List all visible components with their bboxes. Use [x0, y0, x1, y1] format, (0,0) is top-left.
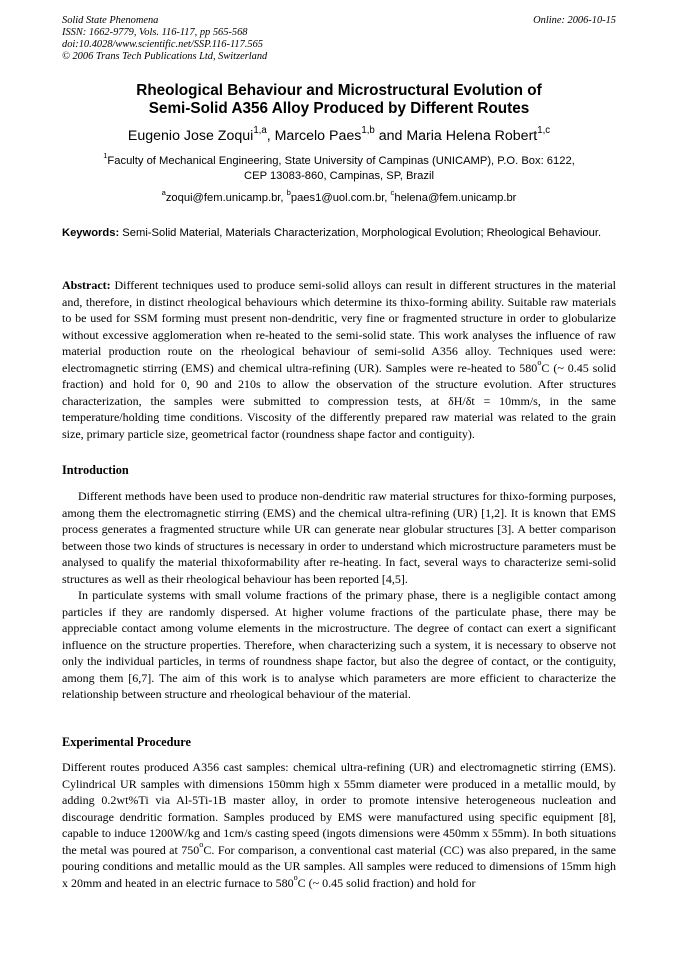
abstract-label: Abstract:: [62, 278, 111, 292]
keywords: [62, 226, 616, 241]
keywords-label: Keywords:: [62, 227, 120, 239]
abstract-text: Different techniques used to produce semi-solid alloys can result in different structures in the material and, therefore, in distinct rheological behaviours which determine its thixo-forming ability. Suitable raw materials to be used for SSM forming must present non-dendritic, very fine or fragmented structure in order to globularize without excessive agglomeration when re-heated to the semi-solid state. This work analyses the influence of raw material production route on the rheological behaviour of semi-solid A356 alloy. Techniques used were: electromagnetic stirring (EMS) and chemical ultra-refining (UR). Samples were re-heated to 580: [62, 278, 616, 375]
author-list: [62, 124, 616, 145]
title-line-1: Rheological Behaviour and Microstructural Evolution of: [136, 82, 542, 99]
experimental-text: C. For comparison, a conventional cast material (CC) was also prepared, in the same pouring conditions and metallic mould as the UR samples. All samples were reduced to dimensions of 15mm high x 20mm and heated in an electric furnace to 580: [62, 842, 616, 890]
experimental-text: Different routes produced A356 cast samples: chemical ultra-refining (UR) and electromagnetic stirring (EMS). Cylindrical UR samples with dimensions 150mm high x 55mm diameter were produced in a metallic mould, by adding 0.2wt%Ti via Al-5Ti-1B master alloy, in order to promote intensive heterogeneous nucleation and discourage dendritic formation. Samples produced by EMS were manufactured using specific equipment [8], capable to induce 1200W/kg and 1cm/s casting speed (ingots dimensions were 450mm x 55mm). In both situations the metal was poured at 750: [62, 760, 616, 857]
author-1: Eugenio Jose Zoqui: [127, 128, 254, 144]
degree-sign: o: [199, 840, 204, 850]
author-3: Maria Helena Robert: [406, 128, 538, 144]
affiliation: [62, 151, 616, 184]
author-separator: ,: [266, 128, 275, 144]
email-marker: c: [390, 188, 395, 198]
email-link: helena@fem.unicamp.br: [394, 192, 517, 204]
introduction-body: [62, 488, 616, 703]
degree-sign: o: [537, 358, 542, 368]
affiliation-line-2: CEP 13083-860, Campinas, SP, Brazil: [244, 170, 434, 182]
abstract-text: C (~ 0.45 solid fraction) and hold for 0, 90 and 210s to allow the observation of the structure evolution. After structures characterization, the samples were submitted to compression tests, at δH/δt = 10mm/s, in the same temperature/holding time conditions. Viscosity of the differently prepared raw material was related to the grain size, primary particle size, geometrical factor (roundness shape factor and contiguity).: [62, 360, 616, 441]
author-separator: and: [374, 128, 407, 144]
abstract: [62, 277, 616, 442]
affiliation-line-1: Faculty of Mechanical Engineering, State University of Campinas (UNICAMP), P.O. Box: 6122,: [107, 155, 575, 167]
online-date: Online: 2006-10-15: [533, 15, 616, 26]
keywords-text: Semi-Solid Material, Materials Characterization, Morphological Evolution; Rheological Behaviour.: [119, 227, 602, 239]
email-link: zoqui@fem.unicamp.br,: [165, 192, 287, 204]
experimental-body: [62, 759, 616, 891]
author-2: Marcelo Paes: [274, 128, 362, 144]
introduction-paragraph: Different methods have been used to produce non-dendritic raw material structures for thixo-forming purposes, among them the electromagnetic stirring (EMS) and the chemical ultra-refining (UR) [1,2]. It is known that EMS process generates a fragmented structure while UR can generate near globular structures [3]. A better comparison between those two kinds of structures is necessary in order to understand which microstructure parameters must be analysed to qualify the material thixoformability after re-heating. In fact, several ways to characterize semi-solid structures as well as their rheological behaviour has been reported [4,5].: [62, 489, 616, 586]
journal-doi: doi:10.4028/www.scientific.net/SSP.116-117.565: [62, 39, 263, 50]
journal-issn: ISSN: 1662-9779, Vols. 116-117, pp 565-568: [62, 27, 248, 38]
experimental-text: C (~ 0.45 solid fraction) and hold for: [297, 875, 476, 890]
journal-header: [62, 15, 616, 63]
section-heading-experimental: Experimental Procedure: [62, 735, 191, 749]
title-line-2: Semi-Solid A356 Alloy Produced by Different Routes: [148, 100, 530, 117]
degree-sign: o: [293, 873, 298, 883]
author-2-affil: 1,b: [361, 124, 375, 136]
author-3-affil: 1,c: [537, 124, 551, 136]
introduction-paragraph: In particulate systems with small volume fractions of the primary phase, there is a negligible contact among particles if they are randomly dispersed. At higher volume fractions of the particulate phase, there may be appreciable contact among volume elements in the microstructure. The degree of contact can exert a significant influence on the structure properties. Therefore, when characterizing such a system, it is necessary to observe not only the individual particles, in terms of roundness shape factor, but also the degree of contact, or the contiguity, among them [6,7]. The aim of this work is to analyse which parameters are more efficient to characterize the relationship between structure and rheological behaviour of the material.: [62, 588, 616, 701]
affiliation-marker: 1: [103, 151, 108, 161]
author-1-affil: 1,a: [253, 124, 267, 136]
journal-copyright: © 2006 Trans Tech Publications Ltd, Switzerland: [62, 51, 268, 62]
email-marker: a: [161, 188, 166, 198]
author-emails: [62, 188, 616, 206]
email-marker: b: [286, 188, 291, 198]
paper-title: [62, 82, 616, 118]
email-link: paes1@uol.com.br,: [290, 192, 391, 204]
experimental-paragraph: [62, 759, 616, 891]
section-heading-introduction: Introduction: [62, 463, 129, 477]
journal-name: Solid State Phenomena: [62, 15, 159, 26]
